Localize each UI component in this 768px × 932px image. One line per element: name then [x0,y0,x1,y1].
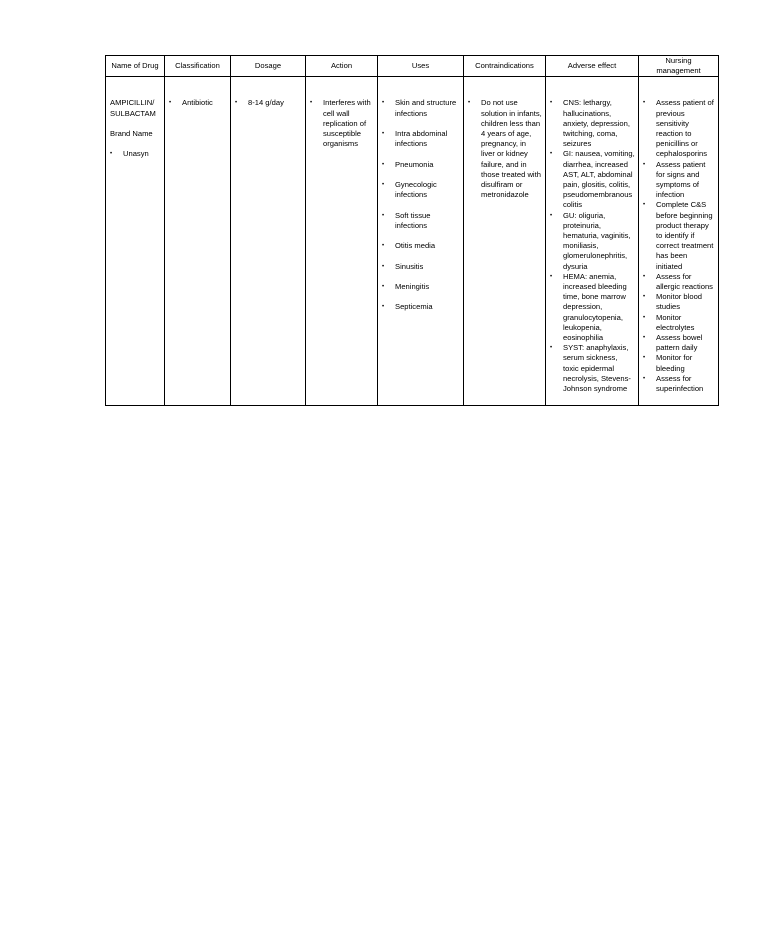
list-item: • Assess for superinfection [643,374,715,394]
list-item: • Monitor electrolytes [643,313,715,333]
action-cell [306,77,378,406]
header-dosage: Dosage [231,56,306,77]
contraindications-cell [464,77,546,406]
table-row [106,77,719,406]
list-item: • Antibiotic [169,98,227,108]
drug-study-table [105,55,719,406]
action-list [310,98,374,149]
list-item: • Septicemia [382,302,460,312]
adverse-effect-list [550,98,635,394]
classification-cell [165,77,231,406]
list-item: • Monitor for bleeding [643,353,715,373]
list-item: • Intra abdominal infections [382,129,460,149]
list-item: • Assess patient of previous sensitivity reaction to penicillins or cephalosporins [643,98,715,159]
header-adverse-effect: Adverse effect [546,56,639,77]
brand-list [110,149,161,159]
list-item: • Soft tissue infections [382,211,460,231]
nursing-management-list [643,98,715,394]
list-item: • Complete C&S before beginning product therapy to identify if correct treatment has been initiated [643,200,715,271]
adverse-effect-cell [546,77,639,406]
header-nursing-management: Nursing management [639,56,719,77]
nursing-management-cell [639,77,719,406]
list-item: • Assess bowel pattern daily [643,333,715,353]
header-uses: Uses [378,56,464,77]
list-item: • GU: oliguria, proteinuria, hematuria, vaginitis, moniliasis, glomerulonephritis, dysuria [550,211,635,272]
list-item: • HEMA: anemia, increased bleeding time, bone marrow depression, granulocytopenia, leukopenia, eosinophilia [550,272,635,343]
list-item: • Unasyn [110,149,161,159]
uses-list [382,98,460,312]
list-item: • CNS: lethargy, hallucinations, anxiety, depression, twitching, coma, seizures [550,98,635,149]
dosage-cell [231,77,306,406]
brand-name-label: Brand Name [110,129,153,138]
header-row [106,56,719,77]
list-item: • Sinusitis [382,262,460,272]
list-item: • GI: nausea, vomiting, diarrhea, increased AST, ALT, abdominal pain, glositis, colitis, pseudomembranous colitis [550,149,635,210]
list-item: • Assess patient for signs and symptoms of infection [643,160,715,201]
list-item: • 8-14 g/day [235,98,302,108]
header-contraindications: Contraindications [464,56,546,77]
uses-cell [378,77,464,406]
list-item: • SYST: anaphylaxis, serum sickness, toxic epidermal necrolysis, Stevens-Johnson syndrome [550,343,635,394]
classification-list [169,98,227,108]
list-item: • Pneumonia [382,160,460,170]
list-item: • Assess for allergic reactions [643,272,715,292]
list-item: • Skin and structure infections [382,98,460,118]
list-item: • Meningitis [382,282,460,292]
generic-name: AMPICILLIN/ SULBACTAM [110,98,156,118]
list-item: • Otitis media [382,241,460,251]
header-classification: Classification [165,56,231,77]
dosage-list [235,98,302,108]
list-item: • Interferes with cell wall replication of susceptible organisms [310,98,374,149]
header-name-of-drug: Name of Drug [106,56,165,77]
contraindications-list [468,98,542,200]
list-item: • Gynecologic infections [382,180,460,200]
list-item: • Do not use solution in infants, children less than 4 years of age, pregnancy, in liver or kidney failure, and in those treated with disulfiram or metronidazole [468,98,542,200]
list-item: • Monitor blood studies [643,292,715,312]
name-of-drug-cell [106,77,165,406]
header-action: Action [306,56,378,77]
